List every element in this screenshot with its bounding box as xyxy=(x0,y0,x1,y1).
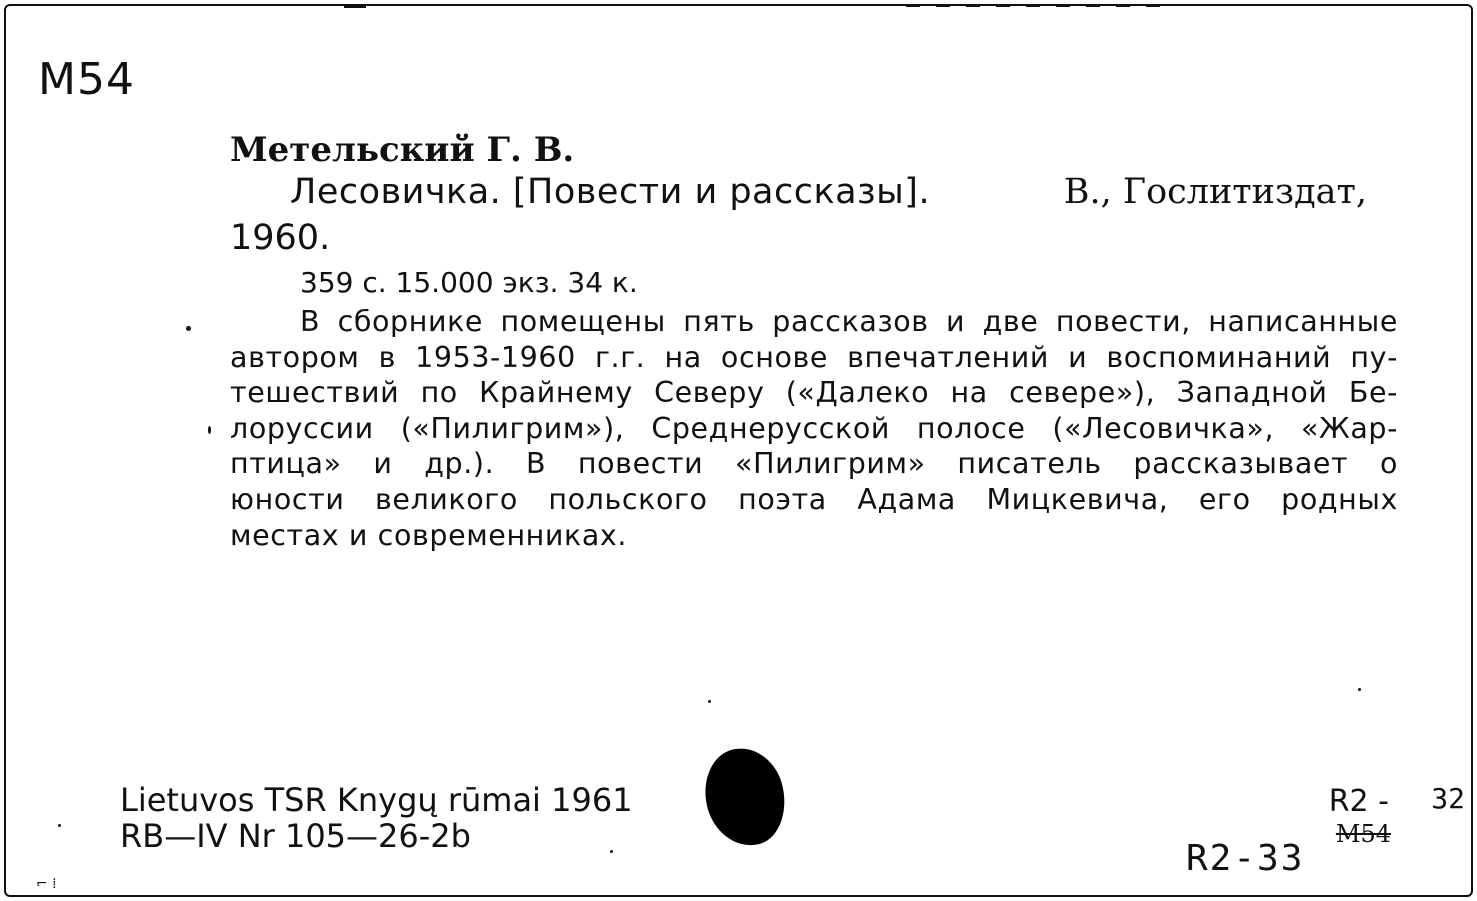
handwritten-code: R2-33 xyxy=(1186,838,1305,879)
speck xyxy=(186,326,191,331)
call-number: М54 xyxy=(38,54,135,105)
publication-year: 1960. xyxy=(230,218,331,258)
speck xyxy=(58,824,61,827)
imprint-line-1: Lietuvos TSR Knygų rūmai 1961 xyxy=(120,781,633,819)
corner-scribble: ⌐ ⁞ xyxy=(36,876,57,892)
imprint-line-2: RB—IV Nr 105—26-2b xyxy=(120,817,471,855)
annotation xyxy=(230,304,1398,553)
speck xyxy=(208,426,211,434)
speck xyxy=(1358,688,1361,691)
shelf-code-handwritten: 32 xyxy=(1431,782,1465,815)
publisher: В., Гослитиздат, xyxy=(1063,172,1367,212)
annotation-line: птица» и др.). В повести «Пилигрим» писатель рассказывает о xyxy=(230,447,1398,481)
imprint xyxy=(120,782,633,854)
annotation-line: В сборнике помещены пять рассказов и две повести, написанные xyxy=(300,305,1398,338)
annotation-line: местах и современниках. xyxy=(230,518,628,552)
speck xyxy=(708,700,711,703)
author-heading: Метельский Г. В. xyxy=(230,130,575,170)
top-edge-dashes xyxy=(906,4,1166,7)
annotation-line: автором в 1953-1960 г.г. на основе впечатлений и воспоминаний пу- xyxy=(230,340,1398,374)
top-edge-mark xyxy=(344,4,366,8)
collation: 359 с. 15.000 экз. 34 к. xyxy=(300,266,638,299)
annotation-line: тешествий по Крайнему Северу («Далеко на севере»), Западной Бе- xyxy=(230,376,1398,410)
punch-hole xyxy=(697,741,794,853)
speck xyxy=(610,850,613,853)
shelf-code: R2 - xyxy=(1328,784,1389,819)
annotation-line: юности великого польского поэта Адама Мицкевича, его родных xyxy=(230,482,1398,516)
book-title: Лесовичка. [Повести и рассказы]. xyxy=(290,172,931,212)
annotation-line: лоруссии («Пилигрим»), Среднерусской полосе («Лесовичка», «Жар- xyxy=(230,411,1398,445)
catalog-card xyxy=(4,4,1473,897)
shelf-subcode: М54 xyxy=(1335,820,1391,848)
